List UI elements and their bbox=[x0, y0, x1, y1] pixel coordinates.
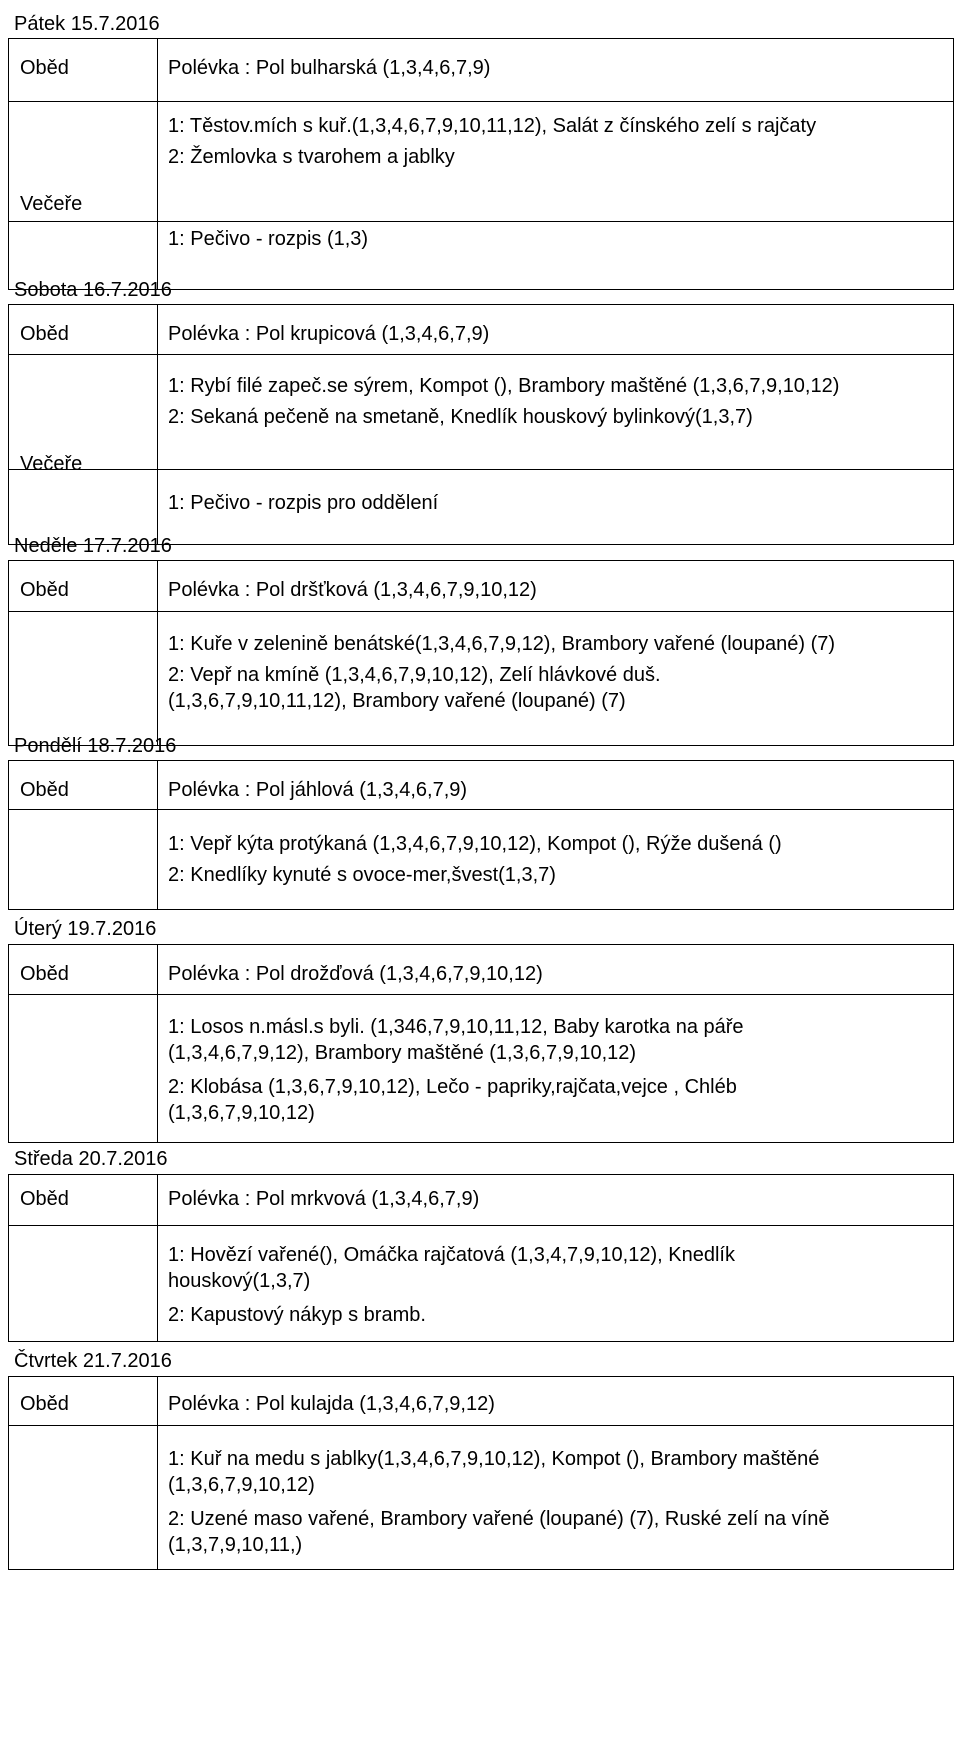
row-divider bbox=[9, 101, 953, 102]
main-dish-line: 2: Kapustový nákyp s bramb. bbox=[168, 1304, 426, 1326]
row-divider bbox=[9, 809, 953, 810]
obed-label: Oběd bbox=[20, 1188, 69, 1210]
main-dish-line: 1: Hovězí vařené(), Omáčka rajčatová (1,3,4,7,9,10,12), Knedlík bbox=[168, 1244, 735, 1266]
column-divider bbox=[157, 39, 158, 289]
column-divider bbox=[157, 1175, 158, 1341]
day-title: Pátek 15.7.2016 bbox=[14, 13, 160, 35]
obed-label: Oběd bbox=[20, 57, 69, 79]
day-title: Sobota 16.7.2016 bbox=[14, 279, 172, 301]
row-divider bbox=[9, 1225, 953, 1226]
main-dish-line: (1,3,6,7,9,10,11,12), Brambory vařené (loupané) (7) bbox=[168, 690, 626, 712]
day-title: Úterý 19.7.2016 bbox=[14, 918, 157, 940]
column-divider bbox=[157, 1377, 158, 1569]
day-title: Středa 20.7.2016 bbox=[14, 1148, 168, 1170]
soup-item: Polévka : Pol drožďová (1,3,4,6,7,9,10,12) bbox=[168, 963, 543, 985]
vecere-label: Večeře bbox=[20, 453, 83, 475]
day-title: Neděle 17.7.2016 bbox=[14, 535, 172, 557]
main-dish-line: 2: Klobása (1,3,6,7,9,10,12), Lečo - papriky,rajčata,vejce , Chléb bbox=[168, 1076, 737, 1098]
main-dish-line: (1,3,4,6,7,9,12), Brambory maštěné (1,3,6,7,9,10,12) bbox=[168, 1042, 637, 1064]
obed-label: Oběd bbox=[20, 963, 69, 985]
row-divider bbox=[9, 469, 953, 470]
column-divider bbox=[157, 945, 158, 1142]
main-dish-line: 1: Vepř kýta protýkaná (1,3,4,6,7,9,10,12), Kompot (), Rýže dušená () bbox=[168, 833, 782, 855]
main-dish-line: 1: Rybí filé zapeč.se sýrem, Kompot (), Brambory maštěné (1,3,6,7,9,10,12) bbox=[168, 375, 840, 397]
main-dish-line: houskový(1,3,7) bbox=[168, 1270, 311, 1292]
dinner-item: 1: Pečivo - rozpis pro oddělení bbox=[168, 492, 439, 514]
main-dish-line: 1: Kuře v zelenině benátské(1,3,4,6,7,9,12), Brambory vařené (loupané) (7) bbox=[168, 633, 836, 655]
main-dish-line: 1: Kuř na medu s jablky(1,3,4,6,7,9,10,12), Kompot (), Brambory maštěné bbox=[168, 1448, 820, 1470]
day-title: Čtvrtek 21.7.2016 bbox=[14, 1350, 172, 1372]
soup-item: Polévka : Pol mrkvová (1,3,4,6,7,9) bbox=[168, 1188, 480, 1210]
row-divider bbox=[9, 1425, 953, 1426]
main-dish-line: 2: Vepř na kmíně (1,3,4,6,7,9,10,12), Zelí hlávkové duš. bbox=[168, 664, 661, 686]
vecere-label: Večeře bbox=[20, 193, 83, 215]
column-divider bbox=[157, 761, 158, 909]
main-dish-line: 2: Žemlovka s tvarohem a jablky bbox=[168, 146, 455, 168]
obed-label: Oběd bbox=[20, 323, 69, 345]
main-dish-line: (1,3,6,7,9,10,12) bbox=[168, 1102, 315, 1124]
obed-label: Oběd bbox=[20, 779, 69, 801]
soup-item: Polévka : Pol kulajda (1,3,4,6,7,9,12) bbox=[168, 1393, 495, 1415]
soup-item: Polévka : Pol krupicová (1,3,4,6,7,9) bbox=[168, 323, 490, 345]
obed-label: Oběd bbox=[20, 1393, 69, 1415]
row-divider bbox=[9, 994, 953, 995]
main-dish-line: (1,3,6,7,9,10,12) bbox=[168, 1474, 315, 1496]
column-divider bbox=[157, 305, 158, 544]
row-divider bbox=[9, 354, 953, 355]
main-dish-line: 2: Sekaná pečeně na smetaně, Knedlík houskový bylinkový(1,3,7) bbox=[168, 406, 753, 428]
row-divider bbox=[9, 611, 953, 612]
main-dish-line: 2: Uzené maso vařené, Brambory vařené (loupané) (7), Ruské zelí na víně bbox=[168, 1508, 830, 1530]
obed-label: Oběd bbox=[20, 579, 69, 601]
row-divider bbox=[9, 221, 953, 222]
main-dish-line: 1: Losos n.másl.s byli. (1,346,7,9,10,11,12, Baby karotka na páře bbox=[168, 1016, 744, 1038]
day-title: Pondělí 18.7.2016 bbox=[14, 735, 177, 757]
main-dish-line: 2: Knedlíky kynuté s ovoce-mer,švest(1,3,7) bbox=[168, 864, 556, 886]
column-divider bbox=[157, 561, 158, 745]
soup-item: Polévka : Pol bulharská (1,3,4,6,7,9) bbox=[168, 57, 491, 79]
soup-item: Polévka : Pol jáhlová (1,3,4,6,7,9) bbox=[168, 779, 468, 801]
main-dish-line: 1: Těstov.mích s kuř.(1,3,4,6,7,9,10,11,12), Salát z čínského zelí s rajčaty bbox=[168, 115, 817, 137]
dinner-item: 1: Pečivo - rozpis (1,3) bbox=[168, 228, 369, 250]
soup-item: Polévka : Pol dršťková (1,3,4,6,7,9,10,12) bbox=[168, 579, 537, 601]
main-dish-line: (1,3,7,9,10,11,) bbox=[168, 1534, 303, 1556]
